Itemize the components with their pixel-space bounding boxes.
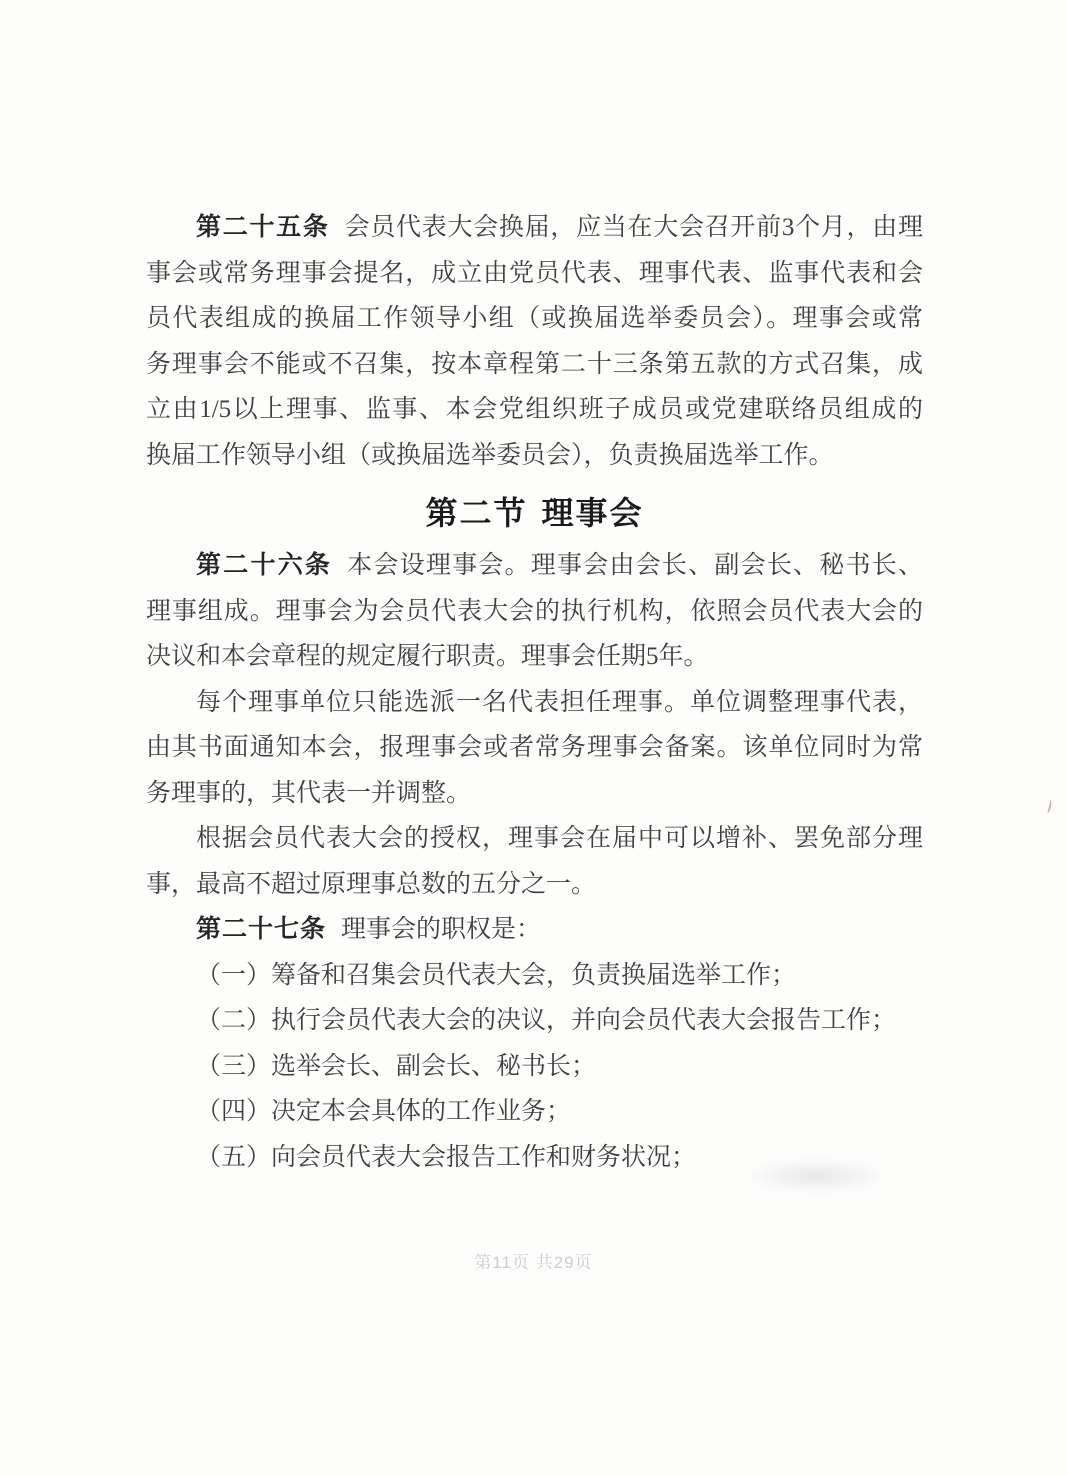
article-25-line-2: 事会或常务理事会提名，成立由党员代表、理事代表、监事代表和会 <box>146 259 923 287</box>
article-25-line-5: 立由1/5以上理事、监事、本会党组织班子成员或党建联络员组成的 <box>146 396 923 423</box>
article-26-p2-line-2: 由其书面通知本会，报理事会或者常务理事会备案。该单位同时为常 <box>146 734 923 761</box>
article-26-p1-line-1: 本会设理事会。理事会由会长、副会长、秘书长、 <box>347 552 923 579</box>
text-line <box>146 205 923 251</box>
scan-artifact-mark <box>1045 800 1053 814</box>
article-26 <box>146 543 923 907</box>
article-25-line-4: 务理事会不能或不召集，按本章程第二十三条第五款的方式召集，成 <box>146 350 923 378</box>
section-heading <box>146 488 923 538</box>
article-26-p1-line-2: 理事组成。理事会为会员代表大会的执行机构，依照会员代表大会的 <box>146 597 923 625</box>
ordinance-item-1: （一）筹备和召集会员代表大会，负责换届选举工作； <box>196 961 797 989</box>
article-26-p2-line-1: 每个理事单位只能选派一名代表担任理事。单位调整理事代表， <box>196 688 923 716</box>
page-indicator: 第11页 共29页 <box>474 1253 593 1272</box>
document-body <box>146 205 923 1180</box>
article-27 <box>146 907 923 1180</box>
ordinance-item-5: （五）向会员代表大会报告工作和财务状况； <box>196 1143 697 1171</box>
article-26-p3-line-1: 根据会员代表大会的授权，理事会在届中可以增补、罢免部分理 <box>196 825 923 852</box>
text-line <box>146 907 923 953</box>
ordinance-item-4: （四）决定本会具体的工作业务； <box>196 1098 572 1125</box>
article-27-intro: 理事会的职权是： <box>341 916 542 943</box>
article-25-number: 第二十五条 <box>196 214 330 241</box>
article-26-p2-line-3: 务理事的，其代表一并调整。 <box>146 779 472 807</box>
article-25-line-6: 换届工作领导小组（或换届选举委员会），负责换届选举工作。 <box>146 441 834 469</box>
article-26-p1-line-3: 决议和本会章程的规定履行职责。理事会任期5年。 <box>146 643 709 670</box>
text-line <box>146 543 923 589</box>
article-25-line-3: 员代表组成的换届工作领导小组（或换届选举委员会）。理事会或常 <box>146 305 923 332</box>
section-number: 第二节 <box>425 495 528 531</box>
scan-artifact-smudge <box>742 1158 892 1194</box>
section-title: 理事会 <box>541 495 644 531</box>
ordinance-item-2: （二）执行会员代表大会的决议，并向会员代表大会报告工作； <box>196 1007 897 1034</box>
page-footer <box>0 1248 1067 1278</box>
article-26-p3-line-2: 事，最高不超过原理事总数的五分之一。 <box>146 870 597 898</box>
article-25 <box>146 205 923 478</box>
article-25-line-1: 会员代表大会换届，应当在大会召开前3个月，由理 <box>344 214 923 241</box>
ordinance-item-3: （三）选举会长、副会长、秘书长； <box>196 1052 597 1080</box>
article-27-number: 第二十七条 <box>196 916 327 943</box>
article-26-number: 第二十六条 <box>196 552 333 579</box>
